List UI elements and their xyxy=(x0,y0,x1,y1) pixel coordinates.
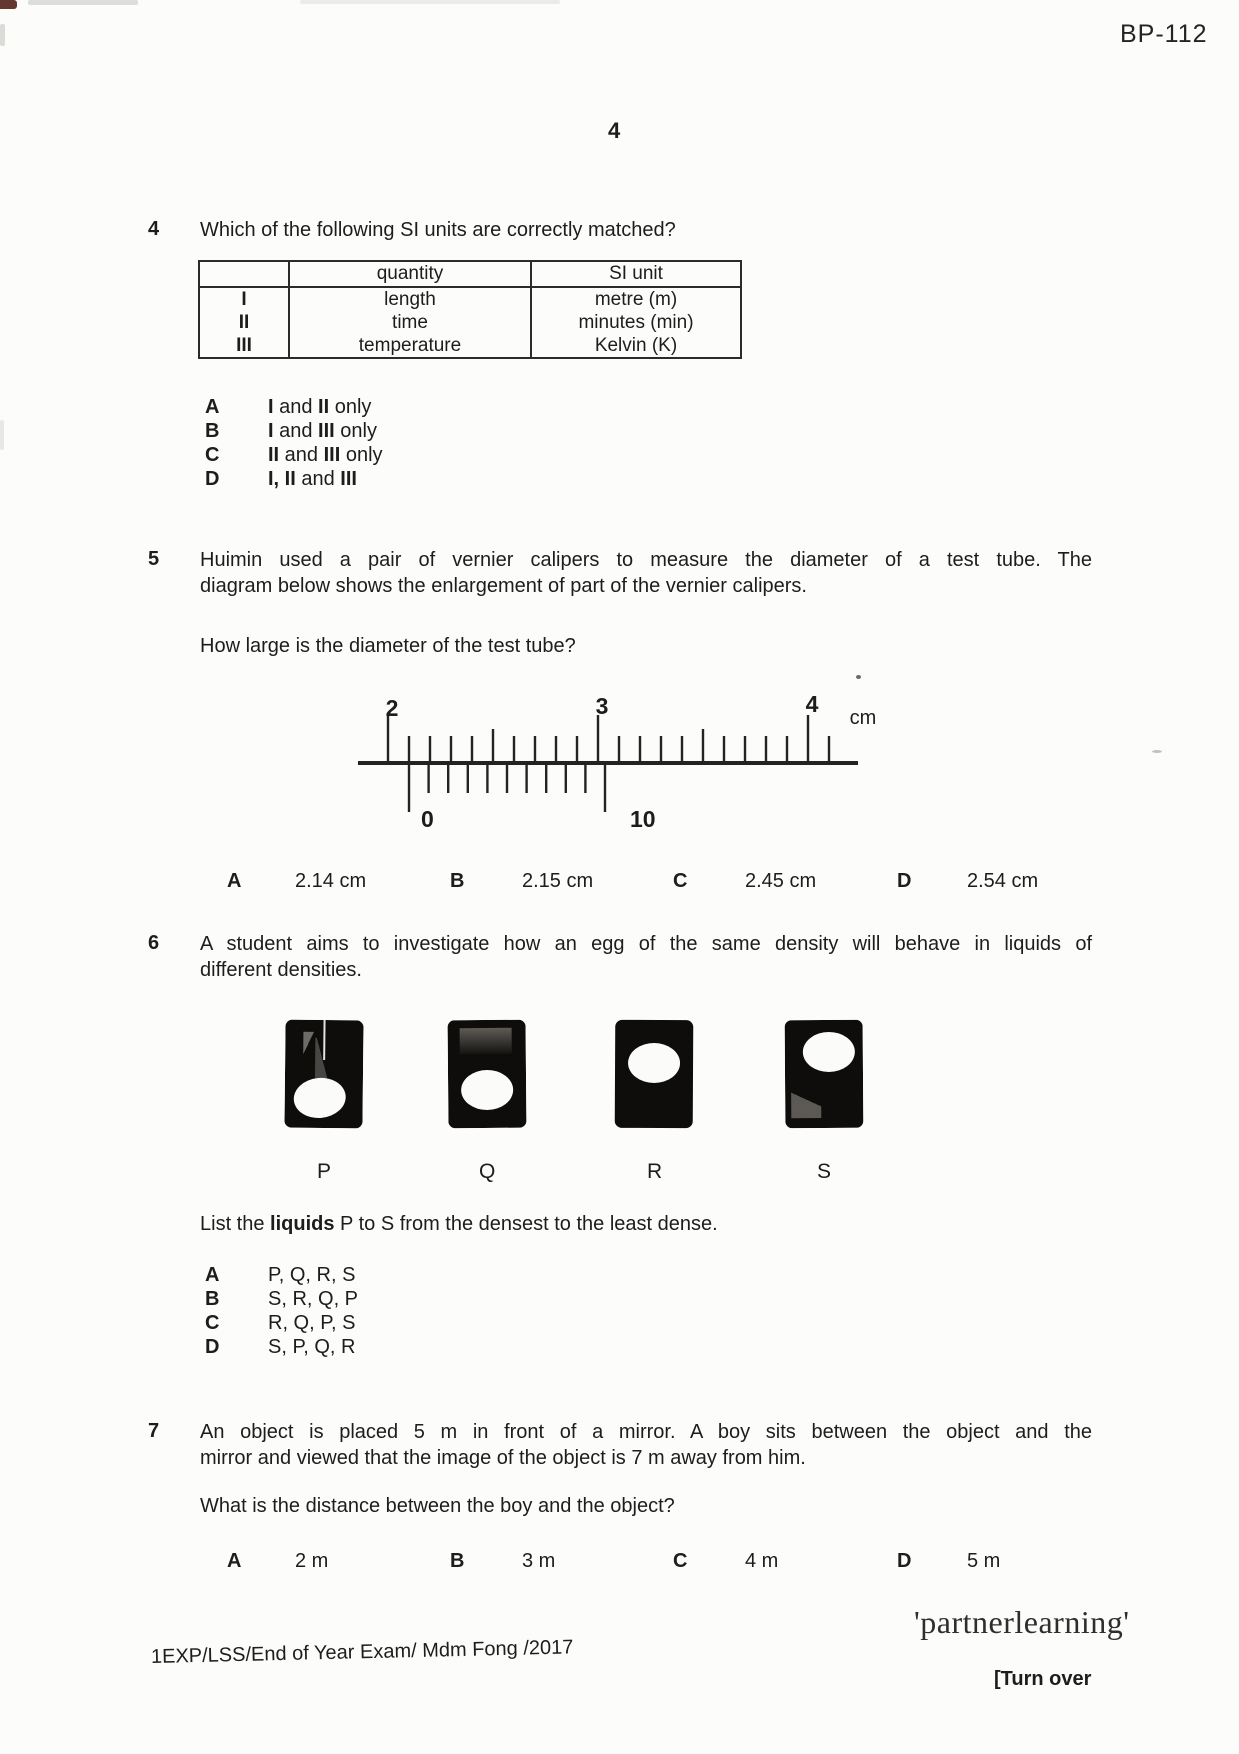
q7-text-line1: An object is placed 5 m in front of a mirror. A boy sits between the object and the xyxy=(200,1421,1092,1443)
option-letter: D xyxy=(897,1550,912,1572)
option-value: 2.45 cm xyxy=(745,870,817,892)
option-value: S, P, Q, R xyxy=(268,1336,356,1358)
q4-option-d xyxy=(205,468,357,491)
q4-row2-numeral: II xyxy=(199,311,289,334)
egg xyxy=(628,1043,680,1083)
q6-text-line1: A student aims to investigate how an egg of the same density will behave in liquids of xyxy=(200,933,1092,955)
paper-code: BP-112 xyxy=(1120,20,1208,48)
turn-over-note: [Turn over xyxy=(994,1668,1092,1690)
option-text: III xyxy=(318,420,335,442)
beaker-R-egg-upper-middle xyxy=(615,1020,694,1128)
scan-left-smudge xyxy=(0,24,5,46)
prompt-text: List the xyxy=(200,1213,271,1235)
scan-top-smudge xyxy=(28,0,138,5)
option-letter: A xyxy=(227,1550,242,1572)
option-text: III xyxy=(340,468,357,490)
option-letter: A xyxy=(205,396,220,418)
option-text: and xyxy=(279,444,324,466)
q4-number: 4 xyxy=(148,218,160,240)
prompt-bold-text: liquids xyxy=(270,1213,335,1235)
q4-row2-unit: minutes (min) xyxy=(531,311,741,334)
option-text: and xyxy=(295,468,341,490)
option-letter: D xyxy=(897,870,912,892)
option-text: III xyxy=(323,444,341,466)
q4-row2-quantity: time xyxy=(289,311,531,334)
q5-number: 5 xyxy=(148,548,160,570)
option-value: 2.15 cm xyxy=(522,870,594,892)
main-scale-label-2: 2 xyxy=(385,695,399,721)
q4-text: Which of the following SI units are correctly matched? xyxy=(200,219,676,241)
option-letter: C xyxy=(205,1312,220,1334)
option-text: only xyxy=(334,420,377,442)
option-letter: B xyxy=(205,420,220,442)
egg xyxy=(803,1032,855,1072)
option-letter: A xyxy=(227,870,242,892)
q4-option-b xyxy=(205,420,377,443)
scan-top-smudge-2 xyxy=(300,0,560,4)
q7-sub-question: What is the distance between the boy and the object? xyxy=(200,1495,675,1517)
main-scale-label-3: 3 xyxy=(595,693,609,719)
option-letter: D xyxy=(205,468,220,490)
vernier-label-0: 0 xyxy=(421,806,434,832)
q5-text-line1: Huimin used a pair of vernier calipers to measure the diameter of a test tube. The xyxy=(200,549,1092,571)
option-value: P, Q, R, S xyxy=(268,1264,356,1286)
option-text: I xyxy=(268,420,274,442)
option-text: I xyxy=(268,396,274,418)
option-value: R, Q, P, S xyxy=(268,1312,356,1334)
option-value: 2.14 cm xyxy=(295,870,367,892)
q7-number: 7 xyxy=(148,1420,160,1442)
option-text: I, II xyxy=(268,468,296,490)
q6-prompt xyxy=(200,1212,718,1237)
footer-exam-reference: 1EXP/LSS/End of Year Exam/ Mdm Fong /2017 xyxy=(150,1636,574,1668)
vernier-scale-ticks xyxy=(409,763,605,812)
beaker-label-Q: Q xyxy=(479,1160,496,1183)
option-value: 4 m xyxy=(745,1550,779,1572)
watermark: 'partnerlearning' xyxy=(914,1604,1130,1640)
q4-table-row xyxy=(199,334,741,358)
q5-text-line2: diagram below shows the enlargement of part of the vernier calipers. xyxy=(200,575,807,597)
q4-table-row xyxy=(199,311,741,334)
q4-row1-unit: metre (m) xyxy=(531,287,741,311)
option-letter: C xyxy=(673,870,688,892)
option-letter: C xyxy=(205,444,220,466)
option-text: and xyxy=(273,396,319,418)
q6-option-d xyxy=(205,1336,355,1359)
q6-option-a xyxy=(205,1264,355,1287)
beaker-Q-egg-lower-middle xyxy=(448,1020,527,1129)
option-letter: B xyxy=(450,1550,465,1572)
scale-unit-label: cm xyxy=(849,707,877,729)
q4-row3-quantity: temperature xyxy=(289,334,531,358)
q4-row1-quantity: length xyxy=(289,287,531,311)
beaker-label-P: P xyxy=(317,1160,332,1183)
q4-table xyxy=(198,260,742,359)
prompt-text: P to S from the densest to the least dense. xyxy=(334,1213,718,1235)
beaker-S-egg-top xyxy=(785,1020,864,1129)
option-letter: B xyxy=(205,1288,220,1310)
q6-number: 6 xyxy=(148,932,160,954)
q4-option-c xyxy=(205,444,383,467)
option-value: 2 m xyxy=(295,1550,329,1572)
scan-speck-2 xyxy=(1152,750,1162,753)
q4-table-row xyxy=(199,287,741,311)
option-letter: B xyxy=(450,870,465,892)
scan-corner-mark xyxy=(0,0,17,9)
option-text: only xyxy=(340,444,383,466)
main-scale-ticks xyxy=(388,715,829,763)
egg xyxy=(292,1076,348,1121)
option-text: and xyxy=(273,420,319,442)
q4-row1-numeral: I xyxy=(199,287,289,311)
q6-text-line2: different densities. xyxy=(200,959,362,981)
option-value: S, R, Q, P xyxy=(268,1288,359,1310)
q5-sub-question: How large is the diameter of the test tube? xyxy=(200,635,576,657)
egg xyxy=(461,1070,513,1110)
main-scale-label-4: 4 xyxy=(805,691,819,717)
scan-left-smudge-2 xyxy=(0,420,4,450)
q4-row3-numeral: III xyxy=(199,334,289,358)
option-letter: C xyxy=(673,1550,688,1572)
q7-text-line2: mirror and viewed that the image of the object is 7 m away from him. xyxy=(200,1447,806,1469)
q4-option-a xyxy=(205,396,371,419)
scan-speck-1 xyxy=(856,675,861,679)
vernier-label-10: 10 xyxy=(630,806,656,832)
option-text: II xyxy=(268,444,280,466)
q6-option-b xyxy=(205,1288,358,1311)
option-value: 5 m xyxy=(967,1550,1001,1572)
option-value: 2.54 cm xyxy=(967,870,1039,892)
q4-table-header-quantity: quantity xyxy=(289,261,531,287)
q4-row3-unit: Kelvin (K) xyxy=(531,334,741,358)
q4-table-header-blank xyxy=(199,261,289,287)
option-letter: A xyxy=(205,1264,220,1286)
option-text: only xyxy=(329,396,372,418)
option-text: II xyxy=(318,396,330,418)
q4-table-header-si-unit: SI unit xyxy=(531,261,741,287)
q4-table-header-row xyxy=(199,261,741,287)
option-value: 3 m xyxy=(522,1550,556,1572)
beaker-label-S: S xyxy=(817,1160,832,1183)
vernier-caliper-diagram xyxy=(300,680,920,840)
beaker-P-egg-bottom xyxy=(284,1020,363,1129)
option-letter: D xyxy=(205,1336,220,1358)
q6-option-c xyxy=(205,1312,355,1335)
beaker-label-R: R xyxy=(647,1160,663,1183)
page-number: 4 xyxy=(608,118,621,143)
